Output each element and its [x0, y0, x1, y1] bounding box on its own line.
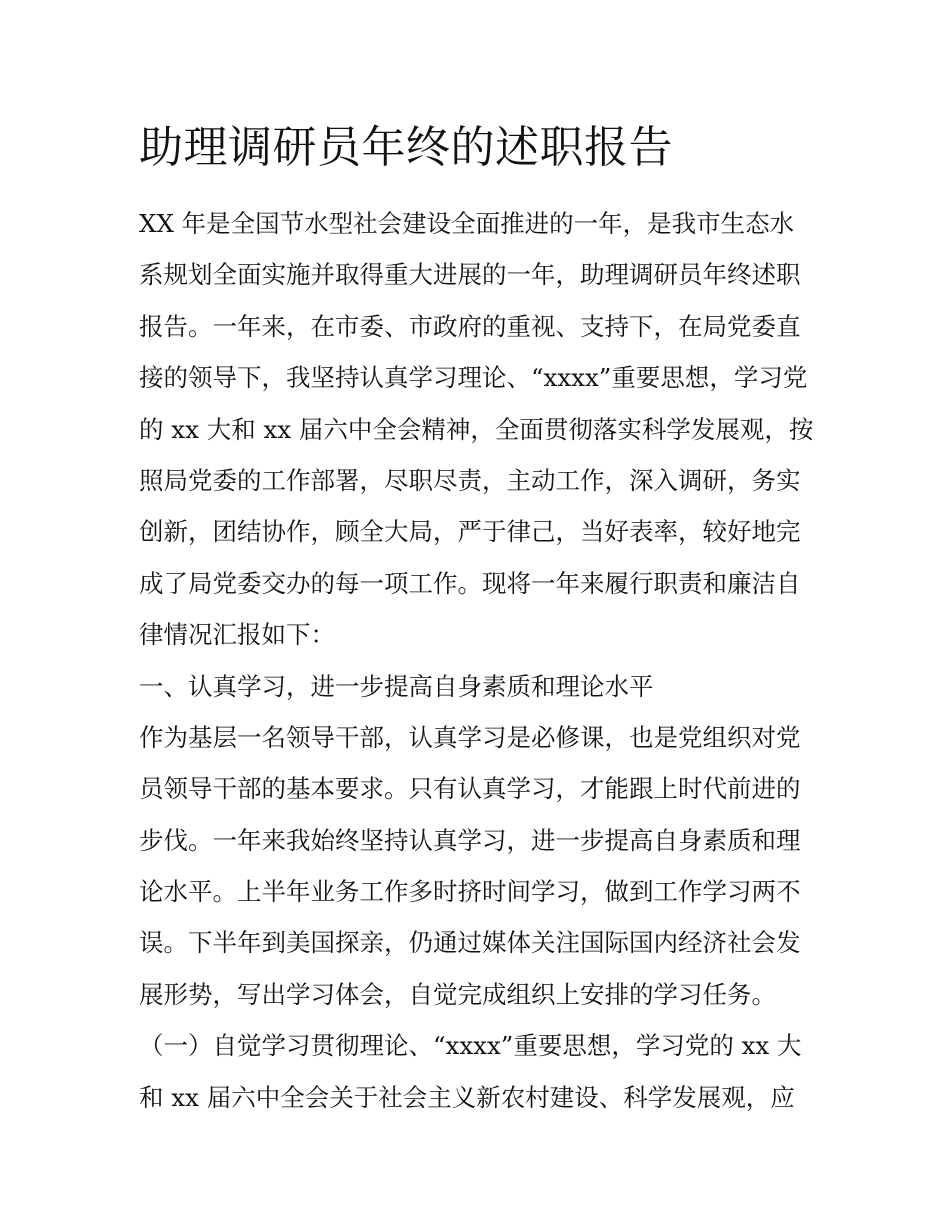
text-line: 成了局党委交办的每一项工作。现将一年来履行职责和廉洁自 [139, 568, 801, 598]
text-line: 创新，团结协作，顾全大局，严于律己，当好表率，较好地完 [139, 517, 801, 547]
text-line: 步伐。一年来我始终坚持认真学习，进一步提高自身素质和理 [139, 825, 801, 855]
section-heading: 一、认真学习，进一步提高自身素质和理论水平 [139, 671, 654, 701]
text-line: 接的领导下，我坚持认真学习理论、“xxxx”重要思想，学习党 [139, 363, 808, 393]
text-line: 报告。一年来，在市委、市政府的重视、支持下，在局党委直 [139, 311, 801, 341]
document-title: 助理调研员年终的述职报告 [139, 122, 673, 173]
text-line: 和 xx 届六中全会关于社会主义新农村建设、科学发展观，应 [139, 1082, 795, 1112]
text-line: 照局党委的工作部署，尽职尽责，主动工作，深入调研，务实 [139, 465, 801, 495]
text-line: XX 年是全国节水型社会建设全面推进的一年，是我市生态水 [139, 209, 795, 238]
text-line: 员领导干部的基本要求。只有认真学习，才能跟上时代前进的 [139, 774, 801, 804]
text-line: 的 xx 大和 xx 届六中全会精神，全面贯彻落实科学发展观，按 [139, 414, 814, 444]
text-line: 作为基层一名领导干部，认真学习是必修课，也是党组织对党 [139, 722, 801, 752]
document-body [139, 198, 829, 1123]
subsection-heading: （一）自觉学习贯彻理论、“xxxx”重要思想，学习党的 xx 大 [139, 1031, 802, 1061]
text-line: 论水平。上半年业务工作多时挤时间学习，做到工作学习两不 [139, 877, 801, 907]
text-line: 误。下半年到美国探亲，仍通过媒体关注国际国内经济社会发 [139, 928, 801, 958]
text-line: 展形势，写出学习体会，自觉完成组织上安排的学习任务。 [139, 979, 776, 1009]
text-line: 系规划全面实施并取得重大进展的一年，助理调研员年终述职 [139, 260, 801, 290]
text-line: 律情况汇报如下： [139, 620, 335, 650]
